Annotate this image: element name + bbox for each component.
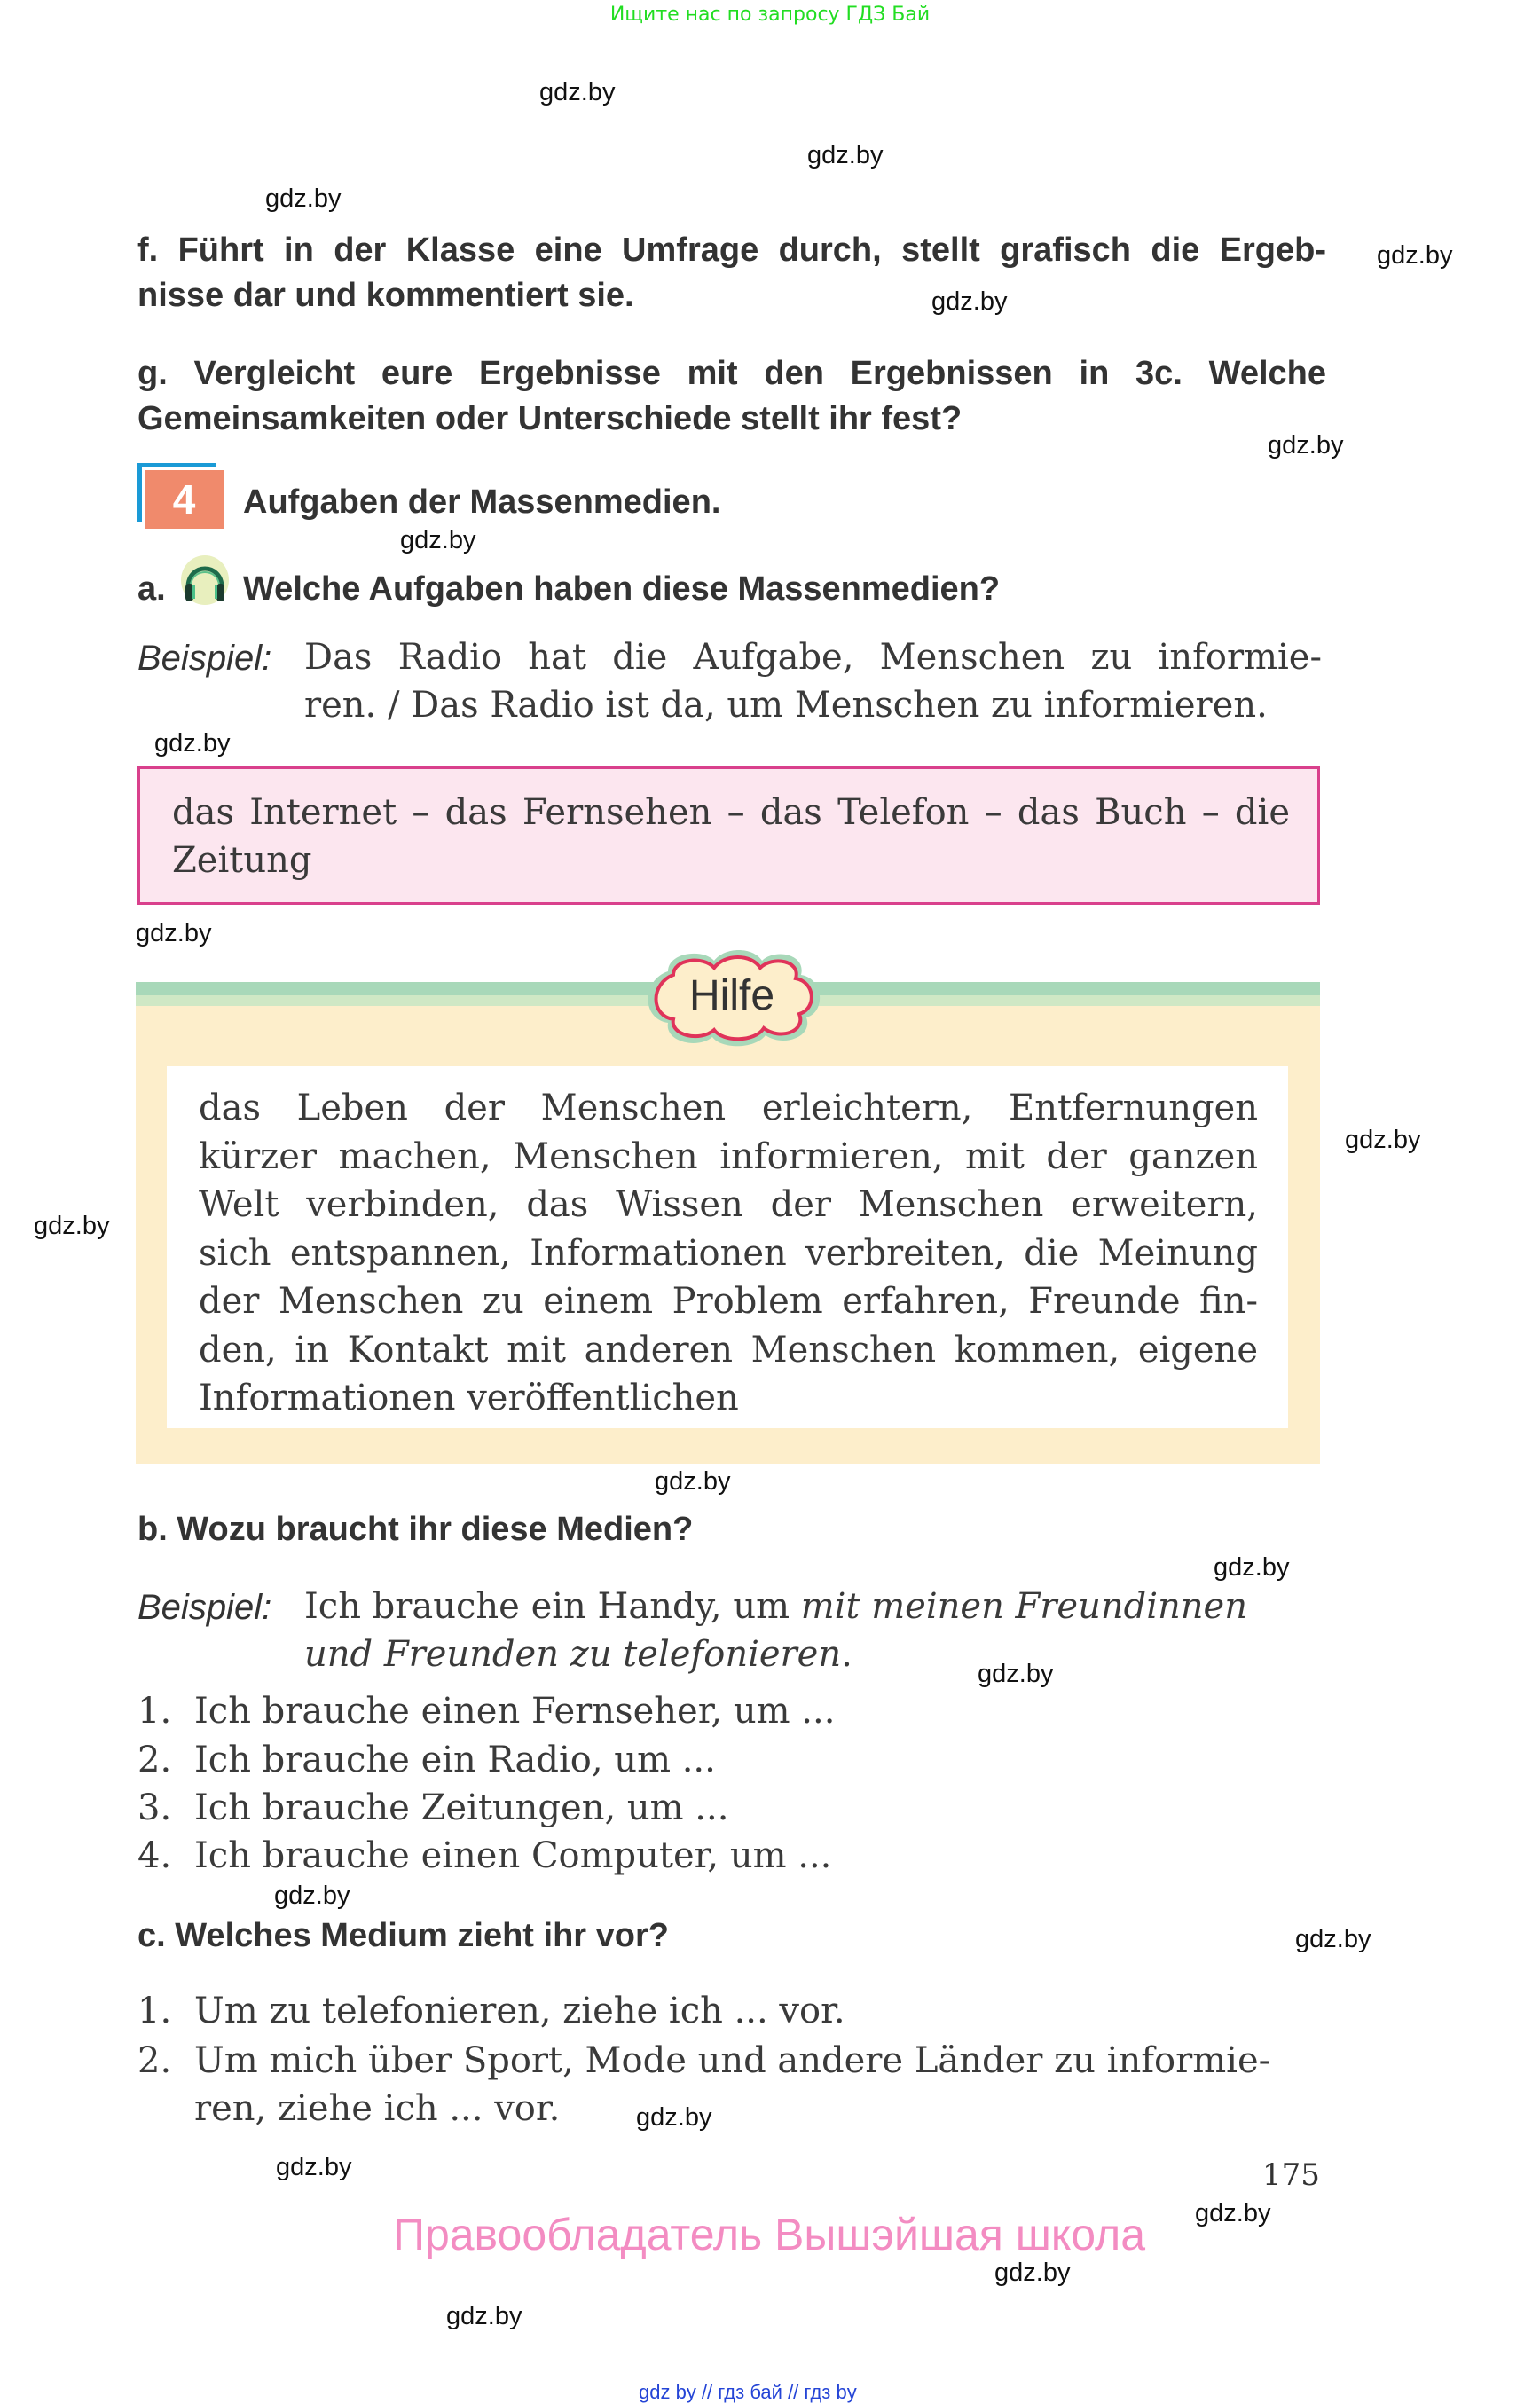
watermark: gdz.by — [265, 185, 342, 213]
example-b-text-1 — [304, 1586, 1247, 1627]
task-f-line-1: f. Führt in der Klasse eine Umfrage durch, stellt grafisch die Ergeb- — [138, 232, 1326, 269]
watermark: gdz.by — [931, 287, 1008, 316]
task-g — [138, 351, 1326, 442]
hilfe-text — [199, 1084, 1258, 1423]
watermark: gdz.by — [1195, 2199, 1271, 2227]
list-item: 1. Um zu telefonieren, ziehe ich ... vor. — [138, 1991, 845, 2031]
watermark: gdz.by — [1268, 431, 1344, 460]
page-number: 175 — [1262, 2157, 1320, 2193]
hilfe-line: der Menschen zu einem Problem erfahren, Freunde fin- — [199, 1281, 1258, 1322]
watermark: gdz.by — [539, 78, 616, 106]
watermark: gdz.by — [1345, 1126, 1421, 1154]
hilfe-line: sich entspannen, Informationen verbreiten, die Meinung — [199, 1232, 1258, 1274]
watermark: gdz.by — [400, 526, 476, 554]
part-a-label: a. — [138, 570, 166, 608]
watermark: gdz.by — [1214, 1553, 1290, 1582]
watermark: gdz.by — [34, 1212, 110, 1240]
section-title: Aufgaben der Massenmedien. — [243, 483, 721, 521]
hilfe-line: Welt verbinden, das Wissen der Menschen erweitern, — [199, 1184, 1258, 1225]
watermark: gdz.by — [276, 2153, 352, 2181]
list-item: 3. Ich brauche Zeitungen, um ... — [138, 1787, 729, 1828]
hilfe-line: kürzer machen, Menschen informieren, mit der ganzen — [199, 1135, 1258, 1177]
copyright-notice: Правообладатель Вышэйшая школа — [393, 2210, 1145, 2259]
hilfe-line: Informationen veröffentlichen — [199, 1378, 739, 1418]
footer-links[interactable]: gdz by // гдз бай // гдз by — [639, 2381, 857, 2403]
hilfe-box — [136, 982, 1320, 1464]
example-b-label-row: Beispiel: — [138, 1588, 272, 1627]
watermark: gdz.by — [1295, 1925, 1371, 1953]
list-item: 1. Ich brauche einen Fernseher, um ... — [138, 1691, 836, 1732]
watermark: gdz.by — [807, 141, 884, 169]
hilfe-title: Hilfe — [688, 972, 775, 1019]
watermark: gdz.by — [154, 729, 231, 758]
part-b-question: b. Wozu braucht ihr diese Medien? — [138, 1511, 694, 1548]
section-number: 4 — [145, 470, 224, 529]
media-list-box — [138, 766, 1320, 905]
list-item-continuation: ren, ziehe ich ... vor. — [194, 2088, 561, 2129]
example-b-italic: und Freunden zu telefonieren — [304, 1634, 842, 1675]
watermark: gdz.by — [446, 2302, 522, 2330]
example-label: Beispiel — [138, 1588, 263, 1627]
example-a-text-1: Das Radio hat die Aufgabe, Menschen zu informie- — [304, 637, 1322, 678]
watermark: gdz.by — [136, 919, 212, 947]
top-banner: Ищите нас по запросу ГДЗ Бай — [609, 4, 931, 26]
example-b-plain: Ich brauche ein Handy, um — [304, 1586, 801, 1627]
watermark: gdz.by — [994, 2259, 1071, 2287]
hilfe-content — [167, 1066, 1288, 1428]
part-a-question: Welche Aufgaben haben diese Massenmedien? — [243, 570, 1001, 608]
task-f-line-2: nisse dar und kommentiert sie. — [138, 277, 634, 314]
example-label: Beispiel — [138, 639, 263, 678]
task-g-line-1: g. Vergleicht eure Ergebnisse mit den Ergebnissen in 3c. Welche — [138, 355, 1326, 392]
example-b-text-2: und Freunden zu telefonieren. — [304, 1634, 852, 1675]
list-item: 4. Ich brauche einen Computer, um ... — [138, 1835, 832, 1876]
part-c-question: c. Welches Medium zieht ihr vor? — [138, 1917, 669, 1954]
hilfe-line: den, in Kontakt mit anderen Menschen kommen, eigene — [199, 1329, 1258, 1371]
task-g-line-2: Gemeinsamkeiten oder Unterschiede stellt ihr fest? — [138, 400, 962, 437]
hilfe-line: das Leben der Menschen erleichtern, Entfernungen — [199, 1088, 1258, 1128]
section-number-badge — [138, 463, 226, 532]
watermark: gdz.by — [636, 2103, 712, 2132]
list-item: 2. Ich brauche ein Radio, um ... — [138, 1740, 716, 1780]
example-b-italic: mit meinen Freundinnen — [800, 1586, 1247, 1627]
watermark: gdz.by — [1377, 241, 1453, 270]
watermark: gdz.by — [274, 1882, 350, 1910]
example-a-line-1: Beispiel: — [138, 639, 272, 678]
watermark: gdz.by — [655, 1467, 731, 1496]
task-f — [138, 228, 1326, 318]
media-list-text: das Internet – das Fernsehen – das Telefon – das Buch – die Zeitung — [172, 792, 1290, 881]
hilfe-cloud-badge — [632, 945, 831, 1051]
watermark: gdz.by — [978, 1660, 1054, 1688]
list-item: 2. Um mich über Sport, Mode und andere Länder zu informie- — [138, 2040, 1271, 2081]
headphones-icon[interactable] — [179, 552, 231, 605]
example-a-text-2: ren. / Das Radio ist da, um Menschen zu informieren. — [304, 685, 1268, 726]
